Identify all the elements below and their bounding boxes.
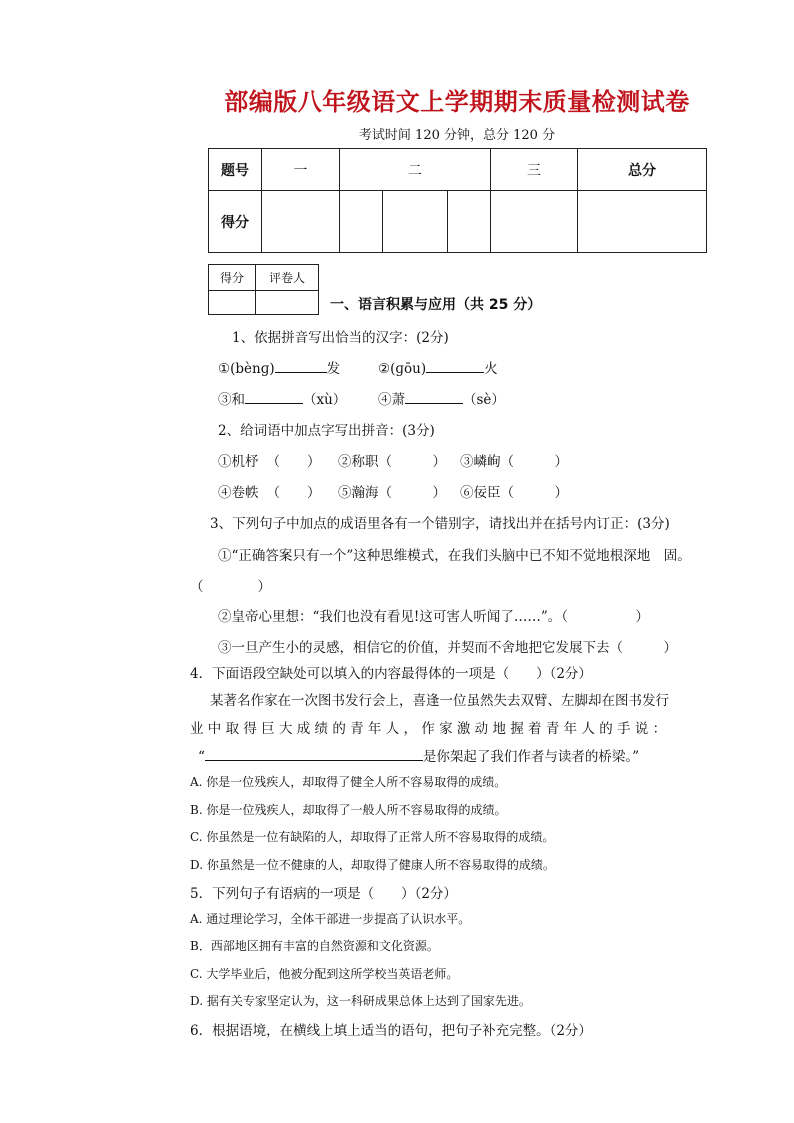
q2-item-a: ①机杼 （ ） [218,454,321,470]
q3-stem: 3、下列句子中加点的成语里各有一个错别字，请找出并在括号内订正：(3分) [210,516,670,532]
score-cell-part2a[interactable] [340,191,383,253]
q4-passage-line2: 业 中 取 得 巨 大 成 绩 的 青 年 人 ， 作 家 激 动 地 握 着 青 年 人 的 手 说 ： [190,721,667,737]
q2-item-f: ⑥佞臣（ ） [460,485,568,501]
q4-option-c[interactable]: C. 你虽然是一位有缺陷的人，却取得了正常人所不容易取得的成绩。 [190,830,555,844]
grader-name-label: 评卷人 [256,265,319,291]
exam-info: 考试时间 120 分钟，总分 120 分 [358,128,556,143]
q4-passage-line1: 某著名作家在一次图书发行会上，喜逢一位虽然失去双臂、左脚却在图书发行 [210,693,669,709]
q6-stem: 6．根据语境，在横线上填上适当的语句，把句子补充完整。（2分） [190,1023,592,1039]
q2-item-d: ④卷帙 （ ） [218,485,321,501]
q4-stem: 4．下面语段空缺处可以填入的内容最得体的一项是（ ）（2分） [190,666,592,682]
q2-item-e: ⑤瀚海（ ） [338,485,446,501]
score-cell-part3[interactable] [491,191,578,253]
q5-option-d[interactable]: D. 据有关专家坚定认为，这一科研成果总体上达到了国家先进。 [190,994,531,1008]
q1-blank-b[interactable] [426,358,484,373]
grader-table [208,264,319,315]
q4-passage-line3: “ 是你架起了我们作者与读者的桥梁。” [198,745,639,765]
score-row-label: 得分 [209,191,262,253]
score-header-part1: 一 [262,149,340,191]
score-cell-part2c[interactable] [448,191,491,253]
grader-score-label: 得分 [209,265,256,291]
page-title: 部编版八年级语文上学期期末质量检测试卷 [224,88,690,116]
q5-option-b[interactable]: B．西部地区拥有丰富的自然资源和文化资源。 [190,939,439,953]
q5-option-a[interactable]: A. 通过理论学习，全体干部进一步提高了认识水平。 [190,912,471,926]
grader-name-cell[interactable] [256,291,319,315]
q5-option-c[interactable]: C. 大学毕业后，他被分配到这所学校当英语老师。 [190,967,459,981]
score-cell-total[interactable] [578,191,707,253]
score-header-part3: 三 [491,149,578,191]
score-table [208,148,707,253]
q2-item-b: ②称职（ ） [338,454,446,470]
q1-blank-d[interactable] [405,389,463,404]
q4-option-d[interactable]: D. 你虽然是一位不健康的人，却取得了健康人所不容易取得的成绩。 [190,858,555,872]
grader-score-cell[interactable] [209,291,256,315]
q5-stem: 5．下列句子有语病的一项是（ ）（2分） [190,886,457,902]
q4-option-b[interactable]: B. 你是一位残疾人，却取得了一般人所不容易取得的成绩。 [190,803,507,817]
q1-item-d: ④萧 （sè） [378,388,505,408]
score-cell-part1[interactable] [262,191,340,253]
q1-item-b: ②(ɡōu) 火 [378,357,498,377]
q3-sentence-3: ③一旦产生小的灵感，相信它的价值，并契而不舍地把它发展下去（ ） [218,640,677,656]
score-cell-part2b[interactable] [383,191,448,253]
q3-sentence-1: ①“正确答案只有一个”这种思维模式，在我们头脑中已不知不觉地根深地 固。 [218,548,691,564]
q2-item-c: ③嶙峋（ ） [460,454,568,470]
q3-sentence-2: ②皇帝心里想：“我们也没有看见!这可害人听闻了……”。（ ） [218,609,649,625]
q4-option-a[interactable]: A. 你是一位残疾人，却取得了健全人所不容易取得的成绩。 [190,775,507,789]
score-header-total: 总分 [578,149,707,191]
q1-item-a: ①(bènɡ) 发 [218,357,340,377]
section1-heading: 一、语言积累与应用（共 25 分） [330,297,542,313]
q4-fill-blank[interactable] [205,746,423,761]
q2-stem: 2、给词语中加点字写出拼音：(3分) [218,423,435,439]
score-header-label: 题号 [209,149,262,191]
q1-blank-a[interactable] [275,358,327,373]
q3-sentence-1-answer[interactable]: （ ） [190,579,271,595]
q1-blank-c[interactable] [245,389,303,404]
q1-stem: 1、依据拼音写出恰当的汉字：(2分) [232,330,449,346]
score-header-part2: 二 [340,149,491,191]
q1-item-c: ③和 （xù） [218,388,346,408]
